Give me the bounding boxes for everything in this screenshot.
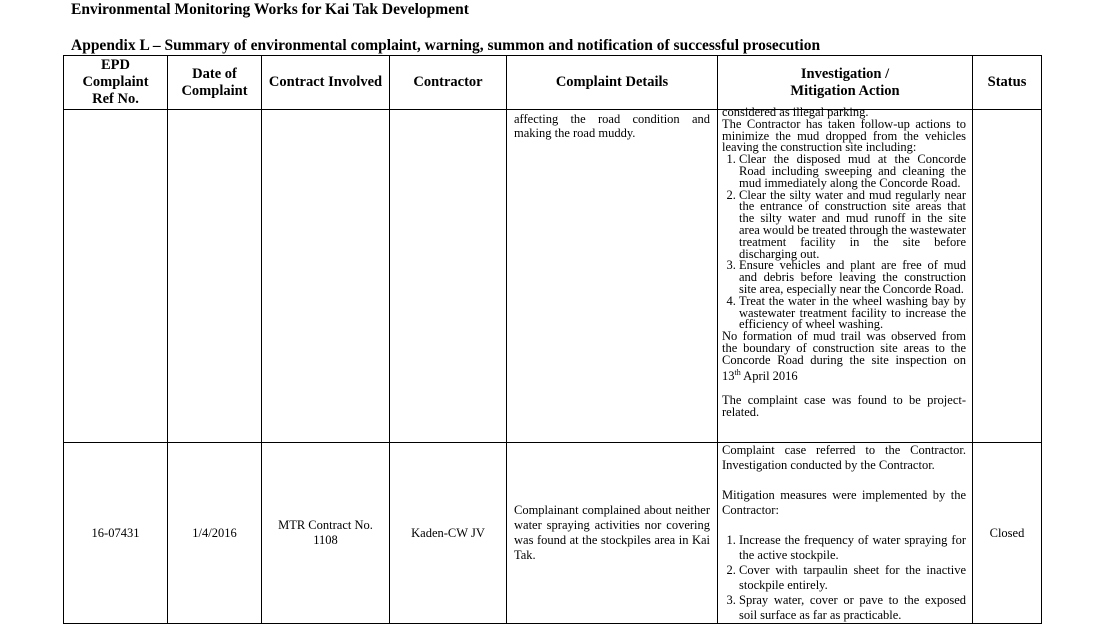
- cell-action: [718, 443, 973, 624]
- cell-contract: MTR Contract No. 1108: [262, 443, 390, 624]
- complaint-summary-table: [63, 55, 1042, 624]
- cell-date: 1/4/2016: [168, 443, 262, 624]
- cell-date: [168, 110, 262, 443]
- list-item: 2. Cover with tarpaulin sheet for the inactive stockpile entirely.: [739, 563, 966, 593]
- appendix-title: Appendix L – Summary of environmental complaint, warning, summon and notification of successful prosecution: [71, 37, 821, 54]
- action-paragraph: The complaint case was found to be project-related.: [722, 393, 966, 420]
- header-contractor: Contractor: [390, 56, 507, 110]
- list-item: 3. Spray water, cover or pave to the exposed soil surface as far as practicable.: [739, 593, 966, 623]
- cell-contract: [262, 110, 390, 443]
- cell-ref-no: [64, 110, 168, 443]
- header-date: Date of Complaint: [168, 56, 262, 110]
- action-paragraph: Complaint case referred to the Contractor. Investigation conducted by the Contractor.: [722, 443, 966, 472]
- header-contract: Contract Involved: [262, 56, 390, 110]
- list-item: 3. Ensure vehicles and plant are free of mud and debris before leaving the construction site area, especially near the Concorde Road.: [739, 260, 966, 295]
- list-item: 1. Clear the disposed mud at the Concorde Road including sweeping and cleaning the mud immediately along the Concorde Road.: [739, 154, 966, 189]
- cell-details: Complainant complained about neither water spraying activities nor covering was found at the stockpiles area in Kai Tak.: [507, 443, 718, 624]
- cell-status: [973, 110, 1042, 443]
- cell-details: affecting the road condition and making the road muddy.: [507, 110, 718, 443]
- action-paragraph: The Contractor has taken follow-up actions to minimize the mud dropped from the vehicles leaving the construction site including:: [722, 116, 966, 155]
- action-paragraph: considered as illegal parking.: [722, 105, 869, 119]
- action-paragraph: No formation of mud trail was observed from the boundary of construction site areas to the Concorde Road during the site inspection on 13th April 2016: [722, 329, 966, 383]
- header-details: Complaint Details: [507, 56, 718, 110]
- list-item: 2. Clear the silty water and mud regularly near the entrance of construction site areas that the silty water and mud runoff in the site area would be treated through the wastewater treatment facility in the site before discharging out.: [739, 190, 966, 261]
- header-ref-no: EPD Complaint Ref No.: [64, 56, 168, 110]
- cell-contractor: [390, 110, 507, 443]
- cell-ref-no: 16-07431: [64, 443, 168, 624]
- action-paragraph: Mitigation measures were implemented by the Contractor:: [722, 488, 966, 517]
- header-action: Investigation / Mitigation Action: [718, 56, 973, 110]
- list-item: 4. Treat the water in the wheel washing bay by wastewater treatment facility to increase the efficiency of wheel washing.: [739, 296, 966, 331]
- list-item: 1. Increase the frequency of water spraying for the active stockpile.: [739, 533, 966, 563]
- action-list: [722, 533, 966, 623]
- action-list: [722, 154, 966, 331]
- cell-action: [718, 105, 973, 443]
- header-status: Status: [973, 56, 1042, 110]
- cell-contractor: Kaden-CW JV: [390, 443, 507, 624]
- document-title: Environmental Monitoring Works for Kai Tak Development: [71, 1, 469, 18]
- header-row: [64, 56, 1042, 110]
- cell-status: Closed: [973, 443, 1042, 624]
- table-row: [64, 110, 1042, 443]
- table-row: [64, 443, 1042, 624]
